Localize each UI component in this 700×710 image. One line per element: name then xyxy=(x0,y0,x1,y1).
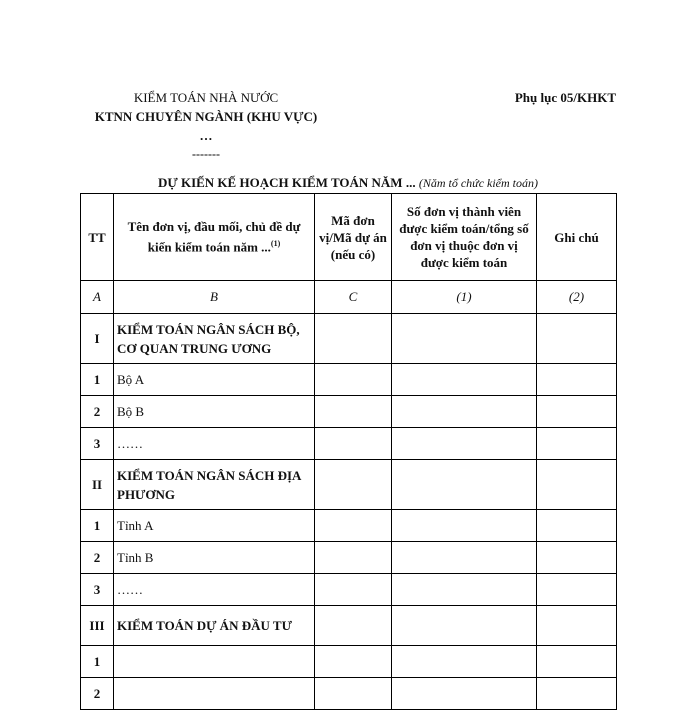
table-row xyxy=(81,510,617,542)
row-name: KIỂM TOÁN NGÂN SÁCH ĐỊA PHƯƠNG xyxy=(114,460,315,510)
row-number: 3 xyxy=(81,428,114,460)
row-name: Bộ A xyxy=(114,364,315,396)
row-code-cell xyxy=(315,510,392,542)
row-count-cell xyxy=(392,646,537,678)
row-code-cell xyxy=(315,314,392,364)
row-count-cell xyxy=(392,542,537,574)
row-count-cell xyxy=(392,314,537,364)
footnote-marker: (1) xyxy=(270,239,281,249)
column-letter: A xyxy=(81,281,114,314)
row-number: 2 xyxy=(81,542,114,574)
section-row xyxy=(81,460,617,510)
header-code: Mã đơn vị/Mã dự án (nếu có) xyxy=(315,194,392,281)
row-code-cell xyxy=(315,396,392,428)
row-name: KIỂM TOÁN DỰ ÁN ĐẦU TƯ xyxy=(114,606,315,646)
document-title xyxy=(80,174,616,192)
row-code-cell xyxy=(315,364,392,396)
row-number: III xyxy=(81,606,114,646)
row-name: Tỉnh B xyxy=(114,542,315,574)
row-count-cell xyxy=(392,364,537,396)
row-count-cell xyxy=(392,428,537,460)
sub-agency-name: KTNN CHUYÊN NGÀNH (KHU VỰC) xyxy=(94,109,318,124)
row-note-cell xyxy=(537,460,617,510)
row-note-cell xyxy=(537,314,617,364)
row-code-cell xyxy=(315,606,392,646)
row-note-cell xyxy=(537,606,617,646)
row-count-cell xyxy=(392,460,537,510)
row-code-cell xyxy=(315,542,392,574)
table-row xyxy=(81,428,617,460)
agency-name: KIỂM TOÁN NHÀ NƯỚC xyxy=(133,90,279,105)
header-name-text: Tên đơn vị, đầu mối, chủ đề dự kiến kiểm toán năm ... xyxy=(127,219,301,255)
title-note: (Năm tổ chức kiểm toán) xyxy=(418,176,539,190)
agency-placeholder: … xyxy=(199,128,213,143)
row-count-cell xyxy=(392,396,537,428)
column-letter-row xyxy=(81,281,617,314)
row-name xyxy=(114,678,315,710)
row-code-cell xyxy=(315,574,392,606)
row-note-cell xyxy=(537,428,617,460)
section-row xyxy=(81,606,617,646)
row-name: …… xyxy=(114,574,315,606)
row-code-cell xyxy=(315,646,392,678)
header-count: Số đơn vị thành viên được kiểm toán/tổng số đơn vị thuộc đơn vị được kiểm toán xyxy=(392,194,537,281)
row-code-cell xyxy=(315,460,392,510)
column-letter: C xyxy=(315,281,392,314)
row-number: 1 xyxy=(81,646,114,678)
title-main: DỰ KIẾN KẾ HOẠCH KIỂM TOÁN NĂM ... xyxy=(157,175,416,190)
row-number: I xyxy=(81,314,114,364)
row-name: Bộ B xyxy=(114,396,315,428)
table-header-row xyxy=(81,194,617,281)
column-letter: (1) xyxy=(392,281,537,314)
header-tt: TT xyxy=(81,194,114,281)
header-name xyxy=(114,194,315,281)
row-name: KIỂM TOÁN NGÂN SÁCH BỘ, CƠ QUAN TRUNG ƯƠNG xyxy=(114,314,315,364)
row-note-cell xyxy=(537,678,617,710)
row-code-cell xyxy=(315,678,392,710)
row-number: 2 xyxy=(81,396,114,428)
column-letter: B xyxy=(114,281,315,314)
column-letter: (2) xyxy=(537,281,617,314)
section-row xyxy=(81,314,617,364)
table-row xyxy=(81,364,617,396)
row-code-cell xyxy=(315,428,392,460)
row-note-cell xyxy=(537,542,617,574)
appendix-label: Phụ lục 05/KHKT xyxy=(514,90,616,105)
issuing-agency-block xyxy=(80,88,332,164)
table-row xyxy=(81,678,617,710)
table-row xyxy=(81,542,617,574)
row-note-cell xyxy=(537,364,617,396)
row-number: 1 xyxy=(81,364,114,396)
separator-line: ------- xyxy=(192,147,220,161)
row-note-cell xyxy=(537,510,617,542)
row-count-cell xyxy=(392,574,537,606)
row-number: 1 xyxy=(81,510,114,542)
header-note: Ghi chú xyxy=(537,194,617,281)
row-number: 2 xyxy=(81,678,114,710)
row-number: 3 xyxy=(81,574,114,606)
row-note-cell xyxy=(537,646,617,678)
row-count-cell xyxy=(392,606,537,646)
table-row xyxy=(81,574,617,606)
row-note-cell xyxy=(537,574,617,606)
row-count-cell xyxy=(392,510,537,542)
row-name: …… xyxy=(114,428,315,460)
row-note-cell xyxy=(537,396,617,428)
row-count-cell xyxy=(392,678,537,710)
audit-plan-table xyxy=(80,193,617,710)
row-number: II xyxy=(81,460,114,510)
row-name xyxy=(114,646,315,678)
row-name: Tỉnh A xyxy=(114,510,315,542)
table-row xyxy=(81,396,617,428)
table-row xyxy=(81,646,617,678)
